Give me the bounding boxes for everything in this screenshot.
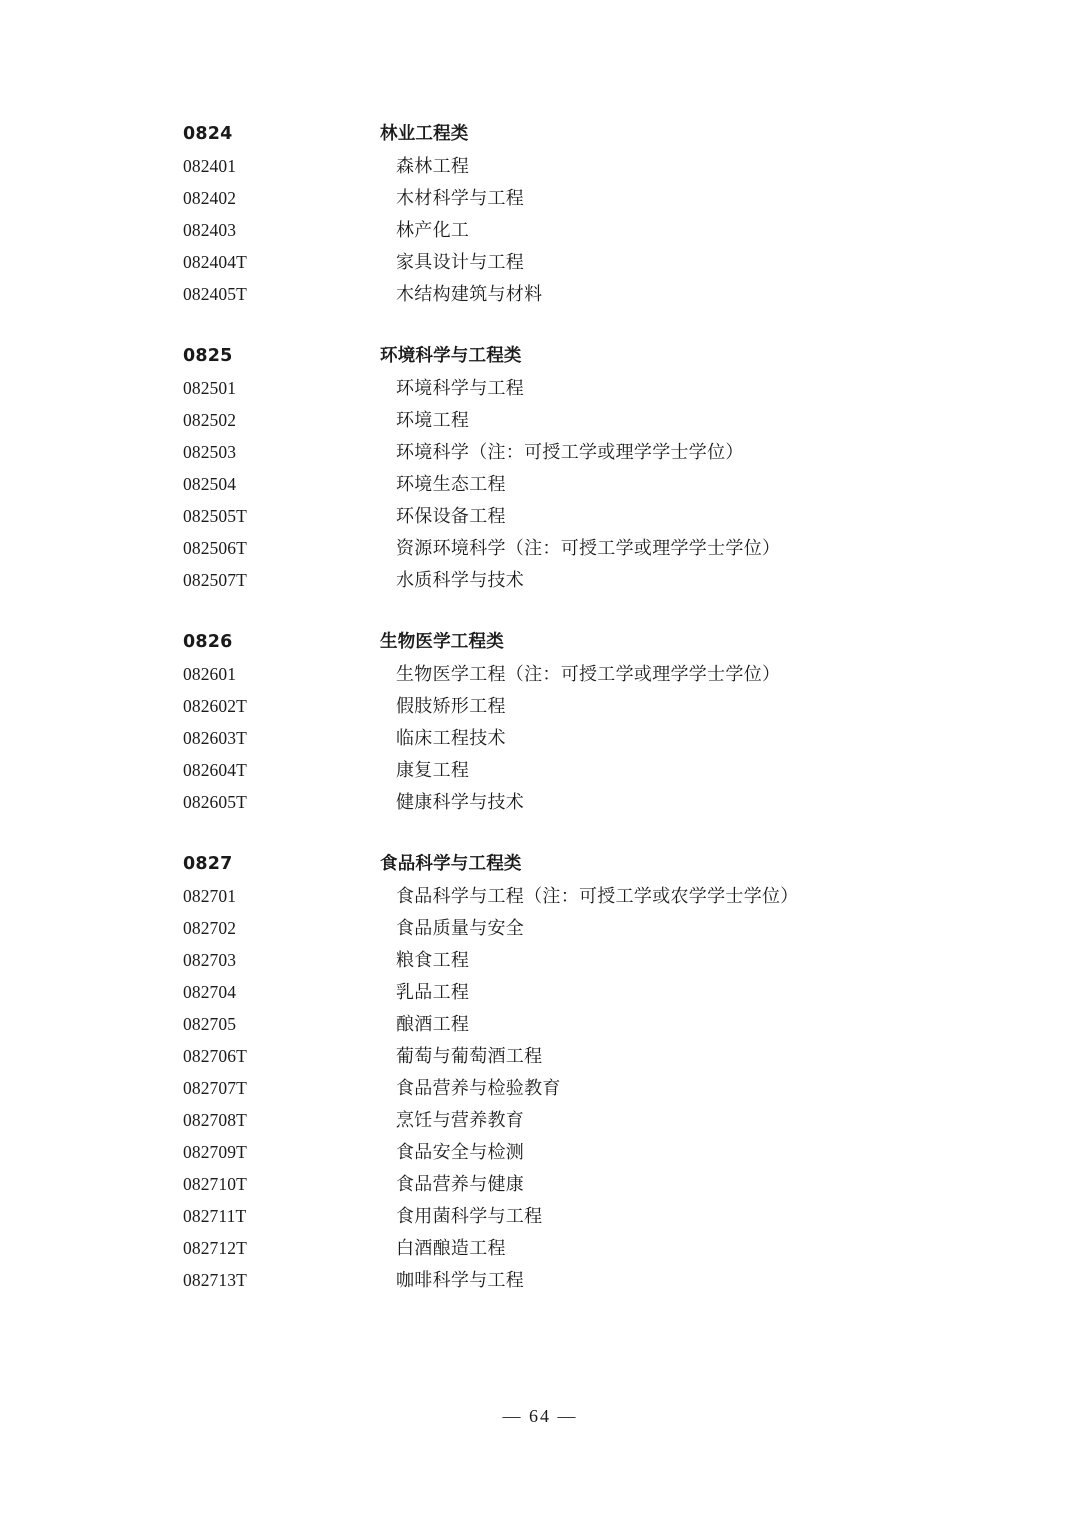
- major-category-list: [183, 120, 930, 1298]
- major-code: 082712T: [183, 1238, 247, 1258]
- category-header-row: [183, 850, 930, 882]
- major-code: 082501: [183, 378, 237, 398]
- major-name: 食品科学与工程（注：可授工学或农学学士学位）: [396, 886, 799, 906]
- major-row: [183, 1106, 930, 1138]
- page-footer: [0, 1406, 1080, 1427]
- major-code: 082705: [183, 1014, 237, 1034]
- major-code: 082403: [183, 220, 237, 240]
- major-code: 082605T: [183, 792, 247, 812]
- category-code: 0827: [183, 854, 233, 874]
- major-code: 082708T: [183, 1110, 247, 1130]
- major-code: 082401: [183, 156, 237, 176]
- major-row: [183, 1074, 930, 1106]
- major-code: 082505T: [183, 506, 247, 526]
- category-code: 0825: [183, 346, 233, 366]
- major-name: 环境科学与工程: [396, 378, 525, 398]
- major-code: 082402: [183, 188, 237, 208]
- major-name: 食品安全与检测: [396, 1142, 525, 1162]
- major-row: [183, 1266, 930, 1298]
- major-name: 假肢矫形工程: [396, 696, 506, 716]
- major-name: 木结构建筑与材料: [396, 284, 543, 304]
- major-row: [183, 914, 930, 946]
- major-code: 082703: [183, 950, 237, 970]
- major-code: 082504: [183, 474, 237, 494]
- major-code: 082707T: [183, 1078, 247, 1098]
- major-row: [183, 406, 930, 438]
- major-row: [183, 502, 930, 534]
- major-name: 资源环境科学（注：可授工学或理学学士学位）: [396, 538, 781, 558]
- major-row: [183, 1042, 930, 1074]
- major-row: [183, 978, 930, 1010]
- major-code: 082604T: [183, 760, 247, 780]
- category-header-row: [183, 342, 930, 374]
- major-code: 082602T: [183, 696, 247, 716]
- major-row: [183, 566, 930, 598]
- major-row: [183, 1234, 930, 1266]
- major-row: [183, 374, 930, 406]
- major-code: 082502: [183, 410, 237, 430]
- major-name: 环境生态工程: [396, 474, 506, 494]
- major-name: 环保设备工程: [396, 506, 506, 526]
- category-code: 0826: [183, 632, 233, 652]
- major-code: 082704: [183, 982, 237, 1002]
- major-name: 康复工程: [396, 760, 470, 780]
- category-header-row: [183, 628, 930, 660]
- major-name: 食品质量与安全: [396, 918, 525, 938]
- major-name: 环境科学（注：可授工学或理学学士学位）: [396, 442, 744, 462]
- major-row: [183, 1170, 930, 1202]
- major-row: [183, 724, 930, 756]
- category-name: 林业工程类: [380, 124, 469, 144]
- major-name: 木材科学与工程: [396, 188, 525, 208]
- major-name: 临床工程技术: [396, 728, 506, 748]
- major-name: 环境工程: [396, 410, 470, 430]
- major-row: [183, 438, 930, 470]
- major-name: 健康科学与技术: [396, 792, 525, 812]
- major-code: 082601: [183, 664, 237, 684]
- major-code: 082404T: [183, 252, 247, 272]
- major-name: 森林工程: [396, 156, 470, 176]
- major-row: [183, 216, 930, 248]
- major-code: 082506T: [183, 538, 247, 558]
- category-name: 环境科学与工程类: [380, 346, 522, 366]
- major-name: 水质科学与技术: [396, 570, 525, 590]
- major-code: 082507T: [183, 570, 247, 590]
- category-name: 生物医学工程类: [380, 632, 504, 652]
- major-row: [183, 882, 930, 914]
- major-name: 酿酒工程: [396, 1014, 470, 1034]
- major-name: 食品营养与健康: [396, 1174, 525, 1194]
- major-name: 生物医学工程（注：可授工学或理学学士学位）: [396, 664, 781, 684]
- major-row: [183, 692, 930, 724]
- major-name: 林产化工: [396, 220, 470, 240]
- major-code: 082503: [183, 442, 237, 462]
- major-name: 粮食工程: [396, 950, 470, 970]
- page-number: — 64 —: [502, 1406, 578, 1426]
- major-code: 082713T: [183, 1270, 247, 1290]
- major-code: 082711T: [183, 1206, 247, 1226]
- major-category-group: [183, 850, 930, 1298]
- major-row: [183, 248, 930, 280]
- major-row: [183, 184, 930, 216]
- category-header-row: [183, 120, 930, 152]
- major-code: 082706T: [183, 1046, 247, 1066]
- major-name: 葡萄与葡萄酒工程: [396, 1046, 543, 1066]
- major-name: 食品营养与检验教育: [396, 1078, 561, 1098]
- major-row: [183, 152, 930, 184]
- major-row: [183, 534, 930, 566]
- major-category-group: [183, 628, 930, 820]
- major-row: [183, 756, 930, 788]
- major-row: [183, 280, 930, 312]
- major-row: [183, 470, 930, 502]
- category-code: 0824: [183, 124, 233, 144]
- major-code: 082701: [183, 886, 237, 906]
- major-row: [183, 660, 930, 692]
- major-row: [183, 1202, 930, 1234]
- major-name: 乳品工程: [396, 982, 470, 1002]
- major-name: 烹饪与营养教育: [396, 1110, 525, 1130]
- major-category-group: [183, 342, 930, 598]
- major-row: [183, 788, 930, 820]
- major-name: 白酒酿造工程: [396, 1238, 506, 1258]
- major-row: [183, 946, 930, 978]
- major-code: 082405T: [183, 284, 247, 304]
- major-code: 082709T: [183, 1142, 247, 1162]
- major-code: 082603T: [183, 728, 247, 748]
- major-code: 082702: [183, 918, 237, 938]
- major-category-group: [183, 120, 930, 312]
- category-name: 食品科学与工程类: [380, 854, 522, 874]
- major-name: 食用菌科学与工程: [396, 1206, 543, 1226]
- major-name: 咖啡科学与工程: [396, 1270, 525, 1290]
- major-row: [183, 1138, 930, 1170]
- major-row: [183, 1010, 930, 1042]
- major-code: 082710T: [183, 1174, 247, 1194]
- major-name: 家具设计与工程: [396, 252, 525, 272]
